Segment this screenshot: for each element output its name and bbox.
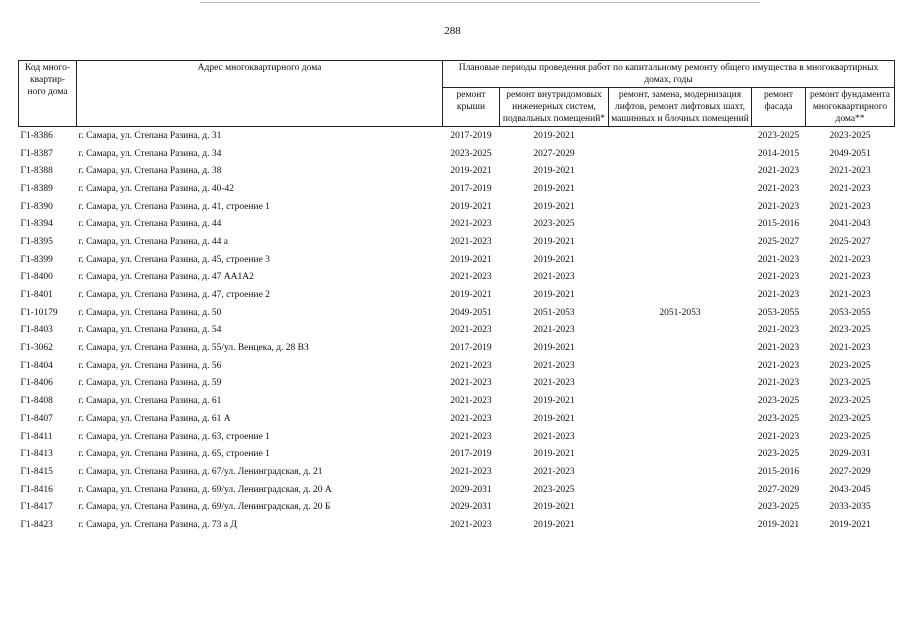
header-address: Адрес многоквартирного дома [77,61,443,127]
cell-house-code: Г1-8399 [20,254,53,265]
cell-address: г. Самара, ул. Степана Разина, д. 65, строение 1 [78,449,270,460]
cell-address: г. Самара, ул. Степана Разина, д. 44 [78,219,222,230]
cell-house-code: Г1-8388 [20,166,53,177]
cell-facade-period: 2015-2016 [757,466,800,477]
cell-engineering-period: 2021-2023 [533,466,575,477]
cell-facade-period: 2019-2021 [757,519,800,530]
cell-lift-period [609,180,752,198]
cell-facade-period: 2021-2023 [757,183,800,194]
cell-house-code: Г1-8400 [20,272,53,283]
cell-house-code: Г1-8413 [20,449,53,460]
cell-facade-period: 2015-2016 [757,219,800,230]
cell-lift-period [609,498,752,516]
table-row [19,145,895,163]
cell-roof-period: 2049-2051 [450,307,492,318]
table-row [19,339,895,357]
cell-facade-period: 2053-2055 [757,307,800,318]
cell-house-code: Г1-8386 [20,130,53,141]
cell-facade-period: 2021-2023 [757,431,800,442]
table-row [19,463,895,481]
cell-engineering-period: 2019-2021 [533,130,575,141]
cell-engineering-period: 2051-2053 [533,307,575,318]
cell-address: г. Самара, ул. Степана Разина, д. 69/ул. Ленинградская, д. 20 Б [78,502,331,513]
cell-foundation-period: 2023-2025 [829,130,871,141]
table-body [19,127,895,534]
table-row [19,162,895,180]
cell-engineering-period: 2019-2021 [533,343,575,354]
cell-engineering-period: 2019-2021 [533,413,575,424]
cell-engineering-period: 2021-2023 [533,378,575,389]
cell-engineering-period: 2019-2021 [533,254,575,265]
cell-address: г. Самара, ул. Степана Разина, д. 45, строение 3 [78,254,270,265]
cell-foundation-period: 2021-2023 [829,343,871,354]
cell-engineering-period: 2019-2021 [533,166,575,177]
table-row [19,481,895,499]
cell-address: г. Самара, ул. Степана Разина, д. 38 [78,166,222,177]
cell-engineering-period: 2027-2029 [533,148,575,159]
cell-engineering-period: 2019-2021 [533,183,575,194]
cell-lift-period [609,233,752,251]
cell-engineering-period: 2023-2025 [533,484,575,495]
table-row [19,233,895,251]
cell-house-code: Г1-8406 [20,378,53,389]
cell-address: г. Самара, ул. Степана Разина, д. 69/ул. Ленинградская, д. 20 А [78,484,332,495]
cell-foundation-period: 2029-2031 [829,449,871,460]
table-row [19,516,895,534]
cell-roof-period: 2019-2021 [450,290,492,301]
cell-lift-period [609,286,752,304]
cell-house-code: Г1-8423 [20,519,53,530]
header-house-code: Код много-квартир-ного дома [19,61,77,127]
cell-house-code: Г1-8394 [20,219,53,230]
cell-roof-period: 2021-2023 [450,272,492,283]
cell-engineering-period: 2021-2023 [533,272,575,283]
cell-house-code: Г1-8411 [20,431,53,442]
cell-house-code: Г1-8417 [20,502,53,513]
cell-facade-period: 2021-2023 [757,272,800,283]
cell-foundation-period: 2021-2023 [829,166,871,177]
cell-engineering-period: 2019-2021 [533,519,575,530]
table-row [19,357,895,375]
cell-house-code: Г1-8390 [20,201,53,212]
cell-roof-period: 2021-2023 [450,360,492,371]
cell-house-code: Г1-10179 [20,307,58,318]
cell-roof-period: 2021-2023 [450,396,492,407]
table-row [19,215,895,233]
cell-engineering-period: 2019-2021 [533,201,575,212]
cell-address: г. Самара, ул. Степана Разина, д. 56 [78,360,222,371]
header-planned-periods: Плановые периоды проведения работ по капитальному ремонту общего имущества в многоквартирных домах, годы [443,61,895,88]
table-row [19,392,895,410]
cell-address: г. Самара, ул. Степана Разина, д. 73 а Д [78,519,237,530]
cell-lift-period [609,410,752,428]
cell-address: г. Самара, ул. Степана Разина, д. 47, строение 2 [78,290,270,301]
cell-address: г. Самара, ул. Степана Разина, д. 55/ул. Венцека, д. 28 ВЗ [78,343,309,354]
cell-lift-period [609,339,752,357]
cell-house-code: Г1-8389 [20,183,53,194]
cell-roof-period: 2029-2031 [450,484,492,495]
cell-facade-period: 2021-2023 [757,360,800,371]
table-row [19,498,895,516]
cell-address: г. Самара, ул. Степана Разина, д. 59 [78,378,222,389]
cell-house-code: Г1-8395 [20,236,53,247]
cell-foundation-period: 2049-2051 [829,148,871,159]
capital-repair-schedule-table [18,60,895,534]
cell-lift-period [609,428,752,446]
cell-roof-period: 2021-2023 [450,236,492,247]
cell-house-code: Г1-8387 [20,148,53,159]
cell-lift-period [609,145,752,163]
cell-address: г. Самара, ул. Степана Разина, д. 31 [78,130,222,141]
cell-facade-period: 2023-2025 [757,396,800,407]
cell-roof-period: 2017-2019 [450,449,492,460]
cell-lift-period: 2051-2053 [659,307,701,318]
header-foundation-repair: ремонт фундамента многоквартирного дома** [806,88,895,127]
cell-roof-period: 2017-2019 [450,183,492,194]
cell-foundation-period: 2033-2035 [829,502,871,513]
table-row [19,375,895,393]
cell-house-code: Г1-8408 [20,396,53,407]
cell-lift-period [609,215,752,233]
cell-roof-period: 2019-2021 [450,201,492,212]
table-row [19,286,895,304]
cell-lift-period [609,516,752,534]
cell-house-code: Г1-8416 [20,484,53,495]
table-row [19,445,895,463]
cell-address: г. Самара, ул. Степана Разина, д. 41, строение 1 [78,201,270,212]
cell-facade-period: 2021-2023 [757,343,800,354]
cell-roof-period: 2019-2021 [450,254,492,265]
cell-lift-period [609,269,752,287]
cell-facade-period: 2023-2025 [757,413,800,424]
cell-lift-period [609,198,752,216]
cell-foundation-period: 2021-2023 [829,183,871,194]
cell-address: г. Самара, ул. Степана Разина, д. 67/ул. Ленинградская, д. 21 [78,466,323,477]
cell-facade-period: 2021-2023 [757,166,800,177]
table-row [19,269,895,287]
cell-lift-period [609,251,752,269]
cell-engineering-period: 2019-2021 [533,236,575,247]
cell-roof-period: 2021-2023 [450,325,492,336]
cell-facade-period: 2014-2015 [757,148,800,159]
cell-foundation-period: 2053-2055 [829,307,871,318]
cell-address: г. Самара, ул. Степана Разина, д. 50 [78,307,222,318]
table-row [19,410,895,428]
header-engineering-repair: ремонт внутридомовых инженерных систем, подвальных помещений* [500,88,609,127]
top-rule [200,2,760,3]
cell-foundation-period: 2027-2029 [829,466,871,477]
cell-foundation-period: 2023-2025 [829,413,871,424]
cell-roof-period: 2021-2023 [450,219,492,230]
cell-address: г. Самара, ул. Степана Разина, д. 40-42 [78,183,235,194]
cell-lift-period [609,445,752,463]
cell-engineering-period: 2021-2023 [533,325,575,336]
cell-foundation-period: 2023-2025 [829,325,871,336]
cell-roof-period: 2021-2023 [450,378,492,389]
cell-engineering-period: 2019-2021 [533,449,575,460]
cell-lift-period [609,375,752,393]
cell-lift-period [609,392,752,410]
cell-engineering-period: 2019-2021 [533,502,575,513]
cell-roof-period: 2021-2023 [450,413,492,424]
header-roof-repair: ремонт крыши [443,88,500,127]
cell-roof-period: 2023-2025 [450,148,492,159]
cell-engineering-period: 2021-2023 [533,431,575,442]
cell-foundation-period: 2023-2025 [829,431,871,442]
cell-roof-period: 2017-2019 [450,130,492,141]
cell-roof-period: 2017-2019 [450,343,492,354]
cell-foundation-period: 2041-2043 [829,219,871,230]
table-row [19,304,895,322]
cell-address: г. Самара, ул. Степана Разина, д. 47 АА1А2 [78,272,254,283]
cell-facade-period: 2027-2029 [757,484,800,495]
table-row [19,322,895,340]
cell-lift-period [609,127,752,145]
cell-facade-period: 2021-2023 [757,378,800,389]
cell-facade-period: 2021-2023 [757,325,800,336]
cell-foundation-period: 2043-2045 [829,484,871,495]
cell-address: г. Самара, ул. Степана Разина, д. 34 [78,148,222,159]
cell-roof-period: 2021-2023 [450,466,492,477]
cell-foundation-period: 2025-2027 [829,236,871,247]
cell-facade-period: 2021-2023 [757,290,800,301]
cell-engineering-period: 2019-2021 [533,290,575,301]
cell-facade-period: 2025-2027 [757,236,800,247]
cell-roof-period: 2019-2021 [450,166,492,177]
page-number: 288 [444,25,461,37]
cell-address: г. Самара, ул. Степана Разина, д. 61 А [78,413,231,424]
cell-address: г. Самара, ул. Степана Разина, д. 54 [78,325,222,336]
cell-facade-period: 2021-2023 [757,254,800,265]
cell-facade-period: 2023-2025 [757,502,800,513]
cell-address: г. Самара, ул. Степана Разина, д. 63, строение 1 [78,431,270,442]
cell-lift-period [609,322,752,340]
cell-house-code: Г1-8401 [20,290,53,301]
cell-foundation-period: 2021-2023 [829,290,871,301]
cell-facade-period: 2021-2023 [757,201,800,212]
cell-facade-period: 2023-2025 [757,449,800,460]
table-row [19,251,895,269]
cell-house-code: Г1-8404 [20,360,53,371]
table-row [19,180,895,198]
cell-address: г. Самара, ул. Степана Разина, д. 44 а [78,236,228,247]
cell-foundation-period: 2021-2023 [829,201,871,212]
cell-foundation-period: 2023-2025 [829,396,871,407]
cell-lift-period [609,481,752,499]
cell-foundation-period: 2023-2025 [829,378,871,389]
table-row [19,198,895,216]
cell-house-code: Г1-8407 [20,413,53,424]
cell-foundation-period: 2021-2023 [829,254,871,265]
table-row [19,127,895,145]
cell-foundation-period: 2019-2021 [829,519,871,530]
cell-house-code: Г1-8415 [20,466,53,477]
header-facade-repair: ремонт фасада [752,88,806,127]
cell-engineering-period: 2019-2021 [533,396,575,407]
cell-roof-period: 2021-2023 [450,431,492,442]
cell-house-code: Г1-3062 [20,343,53,354]
cell-engineering-period: 2021-2023 [533,360,575,371]
cell-house-code: Г1-8403 [20,325,53,336]
cell-roof-period: 2029-2031 [450,502,492,513]
cell-roof-period: 2021-2023 [450,519,492,530]
header-lift-repair: ремонт, замена, модернизация лифтов, ремонт лифтовых шахт, машинных и блочных помещений [609,88,752,127]
cell-foundation-period: 2023-2025 [829,360,871,371]
cell-lift-period [609,357,752,375]
cell-lift-period [609,162,752,180]
cell-lift-period [609,463,752,481]
cell-foundation-period: 2021-2023 [829,272,871,283]
table-row [19,428,895,446]
cell-address: г. Самара, ул. Степана Разина, д. 61 [78,396,222,407]
cell-facade-period: 2023-2025 [757,130,800,141]
cell-engineering-period: 2023-2025 [533,219,575,230]
